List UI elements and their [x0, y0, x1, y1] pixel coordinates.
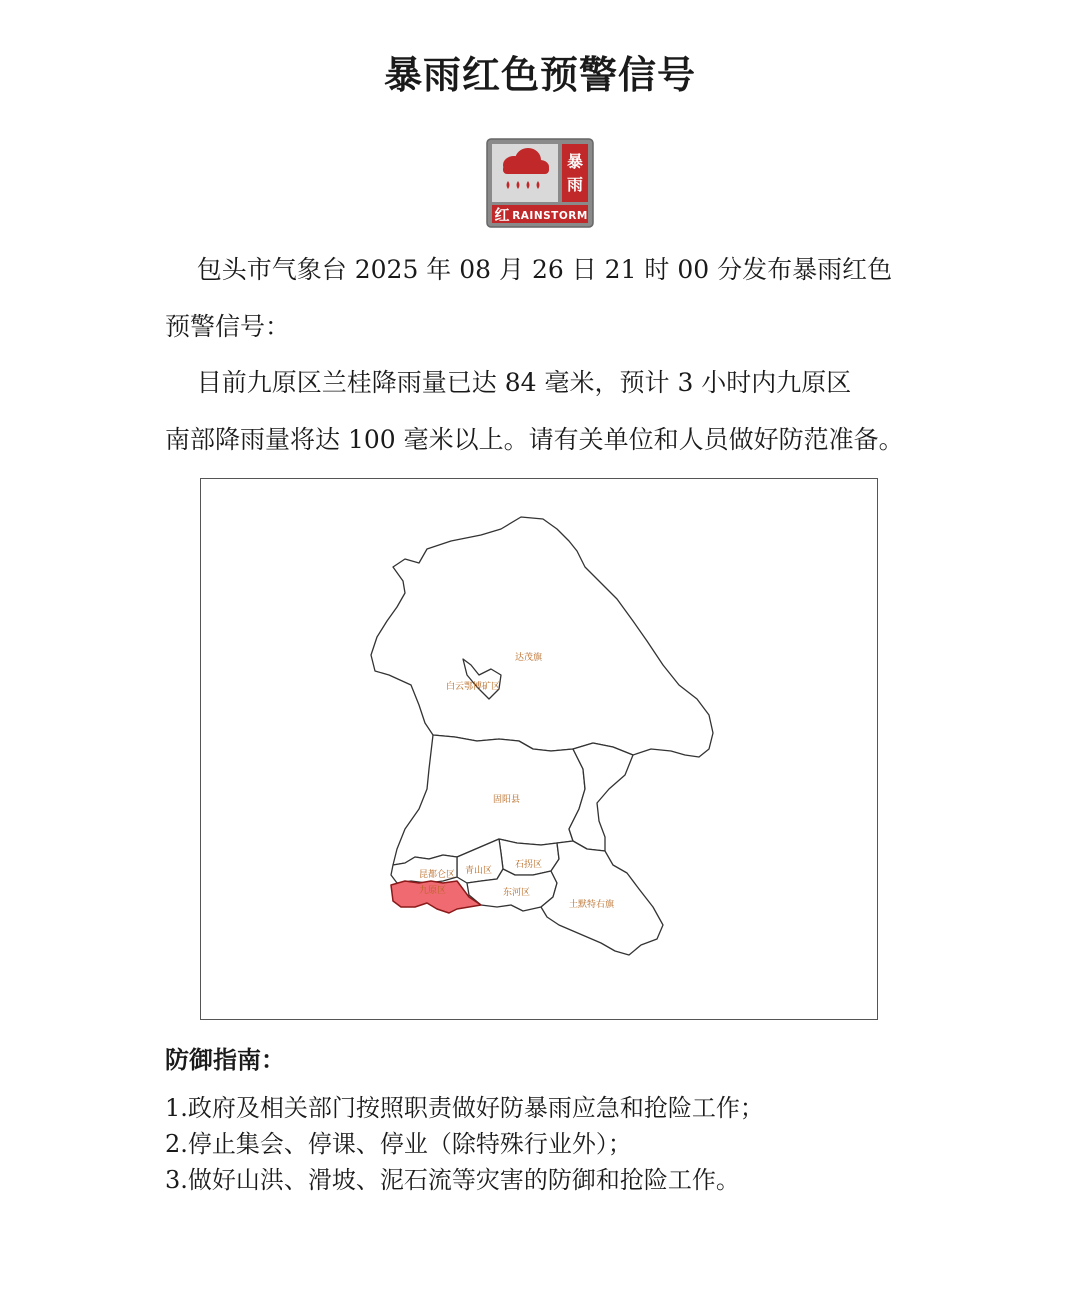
defense-guide-heading: 防御指南： [165, 1046, 285, 1074]
label-shiguai: 石拐区 [515, 860, 543, 870]
signal-name-top: 暴 [566, 152, 584, 171]
guide-item: 2.停止集会、停课、停业（除特殊行业外）； [165, 1130, 632, 1158]
guide-item: 1.政府及相关部门按照职责做好防暴雨应急和抢险工作； [165, 1094, 764, 1122]
label-damao: 达茂旗 [515, 653, 543, 663]
label-jiuyuan: 九原区 [419, 886, 447, 896]
label-baiyun: 白云鄂博矿区 [446, 682, 501, 692]
label-kundulun: 昆都仑区 [419, 870, 456, 880]
guide-item: 3.做好山洪、滑坡、泥石流等灾害的防御和抢险工作。 [165, 1166, 740, 1194]
label-guyang: 固阳县 [493, 795, 521, 805]
rainfall-paragraph: 目前九原区兰桂降雨量已达 84 毫米，预计 3 小时内九原区 南部降雨量将达 100 毫米以上。请有关单位和人员做好防范准备。 [165, 368, 904, 454]
rainstorm-red-signal-badge [486, 138, 594, 228]
map-region-tumote [541, 841, 663, 955]
warning-area-map [200, 478, 878, 1020]
defense-guide-list [165, 1090, 764, 1198]
signal-name-bottom: 雨 [566, 175, 584, 194]
map-region-damao [371, 517, 713, 757]
signal-english: RAINSTORM [512, 210, 588, 222]
label-qingshan: 青山区 [465, 866, 493, 876]
page-title: 暴雨红色预警信号 [383, 53, 696, 97]
signal-level: 红 [494, 206, 510, 224]
label-tumote: 土默特右旗 [569, 900, 615, 910]
issue-paragraph: 包头市气象台 2025 年 08 月 26 日 21 时 00 分发布暴雨红色 预警信号： [165, 255, 893, 341]
label-donghe: 东河区 [503, 888, 531, 898]
